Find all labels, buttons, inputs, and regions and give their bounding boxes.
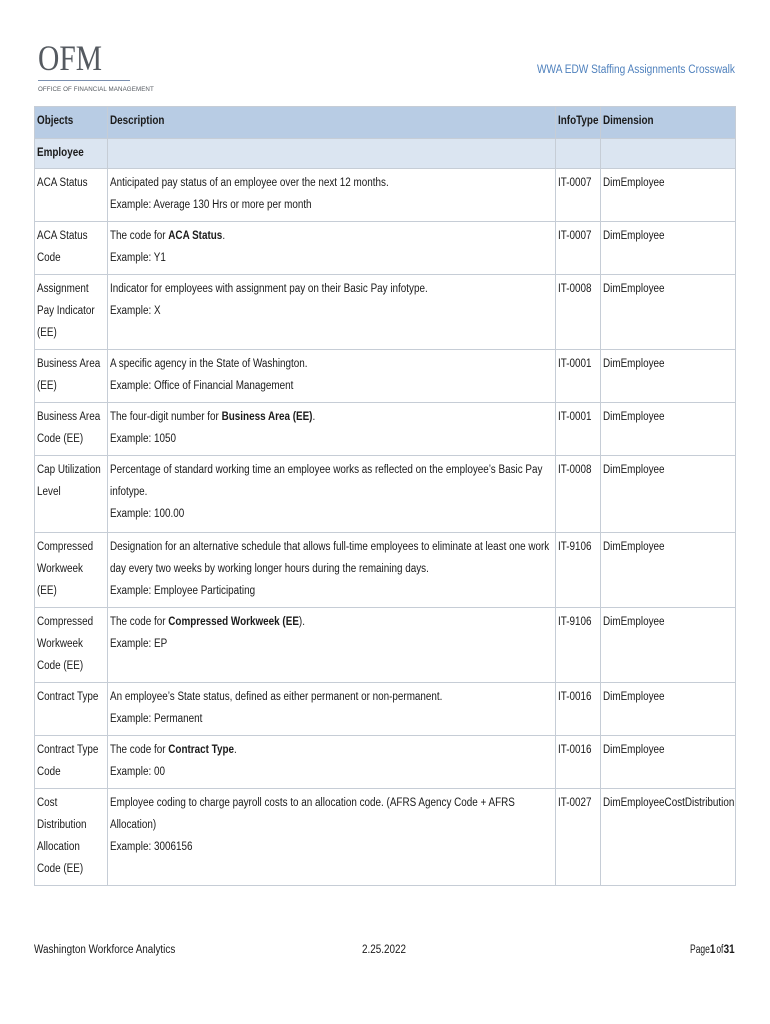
example-text: Example: 3006156 (110, 841, 193, 853)
footer-date: 2.25.2022 (362, 944, 407, 956)
dimension-cell: DimEmployee (601, 533, 736, 608)
infotype-cell: IT-9106 (556, 608, 601, 683)
dimension-cell: DimEmployee (601, 736, 736, 789)
dimension-cell: DimEmployee (601, 403, 736, 456)
example-text: Example: 00 (110, 766, 165, 778)
object-cell: Contract Type Code (35, 736, 108, 789)
example-text: Example: Permanent (110, 713, 203, 725)
logo-subtitle: OFFICE OF FINANCIAL MANAGEMENT (38, 86, 154, 93)
description-cell: The four-digit number for Business Area (EE). Example: 1050 (108, 403, 556, 456)
object-cell: Assignment Pay Indicator (EE) (35, 275, 108, 350)
object-cell: Contract Type (35, 683, 108, 736)
column-header-description: Description (108, 107, 556, 139)
infotype-cell: IT-0027 (556, 789, 601, 886)
category-label: Employee (35, 139, 108, 169)
infotype-cell: IT-0007 (556, 222, 601, 275)
object-cell: Compressed Workweek (EE) (35, 533, 108, 608)
example-text: Example: Office of Financial Management (110, 380, 294, 392)
footer-page-number: Page1of31 (690, 944, 735, 956)
dimension-cell: DimEmployee (601, 350, 736, 403)
infotype-cell: IT-0007 (556, 169, 601, 222)
category-row (35, 139, 736, 169)
table-row (35, 533, 736, 608)
column-header-objects: Objects (35, 107, 108, 139)
description-cell: The code for Compressed Workweek (EE). Example: EP (108, 608, 556, 683)
description-cell: A specific agency in the State of Washington. Example: Office of Financial Management (108, 350, 556, 403)
logo-text: OFM (38, 38, 102, 78)
example-text: Example: 1050 (110, 433, 176, 445)
object-cell: Business Area (EE) (35, 350, 108, 403)
example-text: Example: Employee Participating (110, 585, 256, 597)
table-row (35, 403, 736, 456)
ofm-logo (38, 38, 154, 93)
example-text: Example: Average 130 Hrs or more per month (110, 199, 312, 211)
description-cell: Indicator for employees with assignment pay on their Basic Pay infotype. Example: X (108, 275, 556, 350)
dimension-cell: DimEmployee (601, 222, 736, 275)
dimension-cell: DimEmployee (601, 683, 736, 736)
infotype-cell: IT-0001 (556, 403, 601, 456)
infotype-cell: IT-0008 (556, 456, 601, 533)
table-row (35, 456, 736, 533)
table-row (35, 350, 736, 403)
object-cell: ACA Status Code (35, 222, 108, 275)
dimension-cell: DimEmployee (601, 169, 736, 222)
description-cell: An employee’s State status, defined as either permanent or non-permanent. Example: Permanent (108, 683, 556, 736)
object-cell: Cost Distribution Allocation Code (EE) (35, 789, 108, 886)
column-header-dimension: Dimension (601, 107, 736, 139)
description-cell: Percentage of standard working time an employee works as reflected on the employee’s Basic Pay infotype. Example: 100.00 (108, 456, 556, 533)
description-cell: The code for ACA Status. Example: Y1 (108, 222, 556, 275)
document-title: WWA EDW Staffing Assignments Crosswalk (537, 64, 735, 76)
infotype-cell: IT-0008 (556, 275, 601, 350)
description-cell: Anticipated pay status of an employee over the next 12 months. Example: Average 130 Hrs or more per month (108, 169, 556, 222)
infotype-cell: IT-0016 (556, 736, 601, 789)
infotype-cell: IT-9106 (556, 533, 601, 608)
infotype-cell: IT-0001 (556, 350, 601, 403)
logo-rule (38, 80, 130, 81)
table-row (35, 222, 736, 275)
object-cell: Business Area Code (EE) (35, 403, 108, 456)
dimension-cell: DimEmployee (601, 608, 736, 683)
object-cell: Cap Utilization Level (35, 456, 108, 533)
example-text: Example: 100.00 (110, 508, 185, 520)
crosswalk-table (34, 106, 736, 886)
table-row (35, 789, 736, 886)
object-cell: ACA Status (35, 169, 108, 222)
example-text: Example: Y1 (110, 252, 166, 264)
description-cell: Designation for an alternative schedule that allows full-time employees to eliminate at least one work day every two weeks by working longer hours during the remaining days. Example: Employee Participating (108, 533, 556, 608)
description-cell: The code for Contract Type. Example: 00 (108, 736, 556, 789)
dimension-cell: DimEmployee (601, 275, 736, 350)
example-text: Example: EP (110, 638, 168, 650)
table-row (35, 608, 736, 683)
dimension-cell: DimEmployeeCostDistribution (601, 789, 736, 886)
infotype-cell: IT-0016 (556, 683, 601, 736)
description-cell: Employee coding to charge payroll costs to an allocation code. (AFRS Agency Code + AFRS Allocation) Example: 3006156 (108, 789, 556, 886)
dimension-cell: DimEmployee (601, 456, 736, 533)
table-row (35, 683, 736, 736)
example-text: Example: X (110, 305, 161, 317)
table-header-row (35, 107, 736, 139)
table-row (35, 169, 736, 222)
footer-left: Washington Workforce Analytics (34, 944, 176, 956)
column-header-infotype: InfoType (556, 107, 601, 139)
table-row (35, 275, 736, 350)
object-cell: Compressed Workweek Code (EE) (35, 608, 108, 683)
table-row (35, 736, 736, 789)
